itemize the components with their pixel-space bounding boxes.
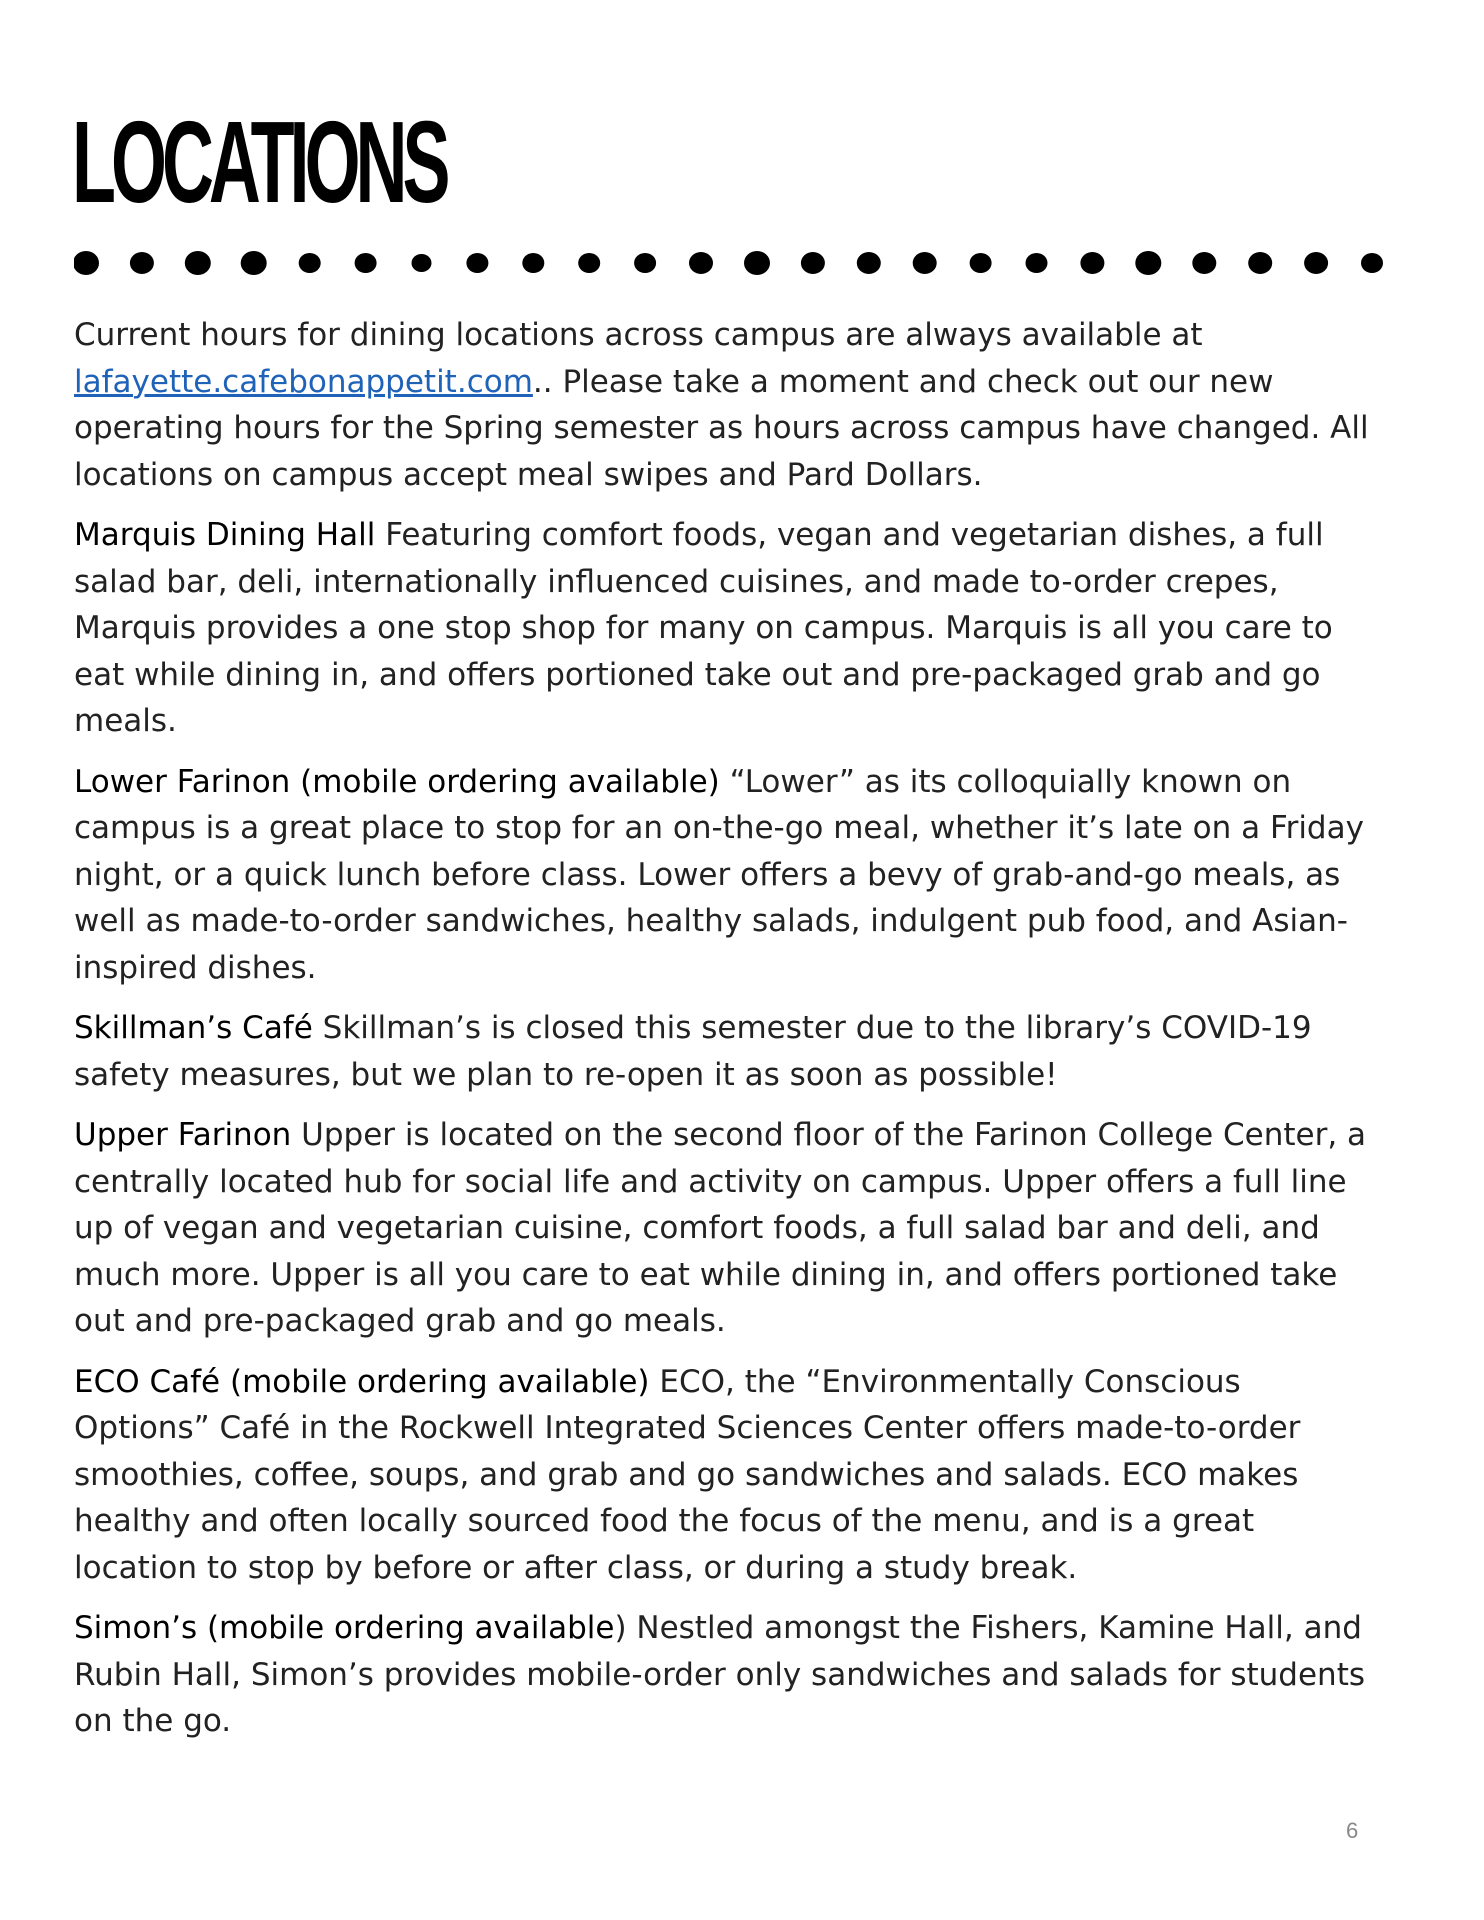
location-name: Lower Farinon (mobile ordering available) [74,763,720,800]
divider-dot [1080,252,1104,274]
divider-dot [1026,253,1048,273]
divider-dot [801,252,825,274]
divider-dot [299,253,321,273]
intro-text-before-link: Current hours for dining locations across campus are always available at [74,317,1203,353]
divider-dot [689,252,713,274]
divider-dot [1361,253,1383,273]
divider-dot [355,253,377,273]
location-description: Featuring comfort foods, vegan and vegetarian dishes, a full salad bar, deli, internationally influenced cuisines, and made to-order crepes, Marquis provides a one stop shop for many on campus. Marquis is all you care to eat while dining in, and offers portioned take out and pre-packaged grab and go meals. [74,517,1333,739]
main-content [74,312,1374,1759]
page-number: 6 [1346,1818,1359,1843]
divider-dot [1192,252,1216,274]
location-marquis [74,512,1374,745]
divider-dot [412,254,432,272]
intro-paragraph [74,312,1374,498]
location-lower-farinon [74,759,1374,992]
location-name: Marquis Dining Hall [74,517,376,553]
divider-dot [74,251,99,275]
divider-dot [466,253,488,273]
divider-dot [913,252,937,274]
location-skillmans [74,1005,1374,1098]
location-description: ) Nestled amongst the Fishers, Kamine Hall, and Rubin Hall, Simon’s provides mobile-order only sandwiches and salads for students on the go. [74,1610,1366,1739]
location-description: Upper is located on the second floor of the Farinon College Center, a centrally located hub for social life and activity on campus. Upper offers a full line up of vegan and vegetarian cuisine, comfort foods, a full salad bar and deli, and much more. Upper is all you care to eat while dining in, and offers portioned take out and pre-packaged grab and go meals. [74,1117,1367,1339]
divider-dot [970,253,992,273]
divider-dot [857,252,881,274]
location-eco-cafe [74,1359,1374,1592]
location-description: “Lower” as its colloquially known on campus is a great place to stop for an on-the-go meal, whether it’s late on a Friday night, or a quick lunch before class. Lower offers a bevy of grab-and-go meals, as well as made-to-order sandwiches, healthy salads, indulgent pub food, and Asian-inspired dishes. [74,763,1364,986]
location-name: Simon’s (mobile ordering available [74,1610,615,1646]
location-simons [74,1605,1374,1745]
dotted-divider [74,248,1384,278]
page-title: LOCATIONS [72,97,446,227]
divider-dot [744,251,770,275]
location-upper-farinon [74,1112,1374,1345]
divider-dot [1135,251,1161,275]
divider-dot [522,253,544,273]
divider-dot [1248,252,1272,274]
location-description: Skillman’s is closed this semester due to the library’s COVID-19 safety measures, but we plan to re-open it as soon as possible! [74,1010,1312,1093]
divider-dot [1304,252,1328,274]
divider-dot [185,251,211,275]
divider-dot [241,251,267,275]
divider-dot [578,253,600,273]
location-description: ECO, the “Environmentally Conscious Options” Café in the Rockwell Integrated Sciences Center offers made-to-order smoothies, coffee, soups, and grab and go sandwiches and salads. ECO makes healthy and often locally sourced food the focus of the menu, and is a great location to stop by before or after class, or during a study break. [74,1363,1301,1586]
location-name: Upper Farinon [74,1117,292,1153]
divider-dot [130,252,154,274]
cafe-website-link[interactable]: lafayette.cafebonappetit.com [74,363,533,400]
location-name: Skillman’s Café [74,1010,313,1046]
intro-text-after-link: .. Please take a moment and check out our new operating hours for the Spring semester as hours across campus have changed. All locations on campus accept meal swipes and Pard Dollars. [74,363,1369,493]
divider-dot [634,253,656,273]
location-name: ECO Café (mobile ordering available) [74,1363,650,1400]
